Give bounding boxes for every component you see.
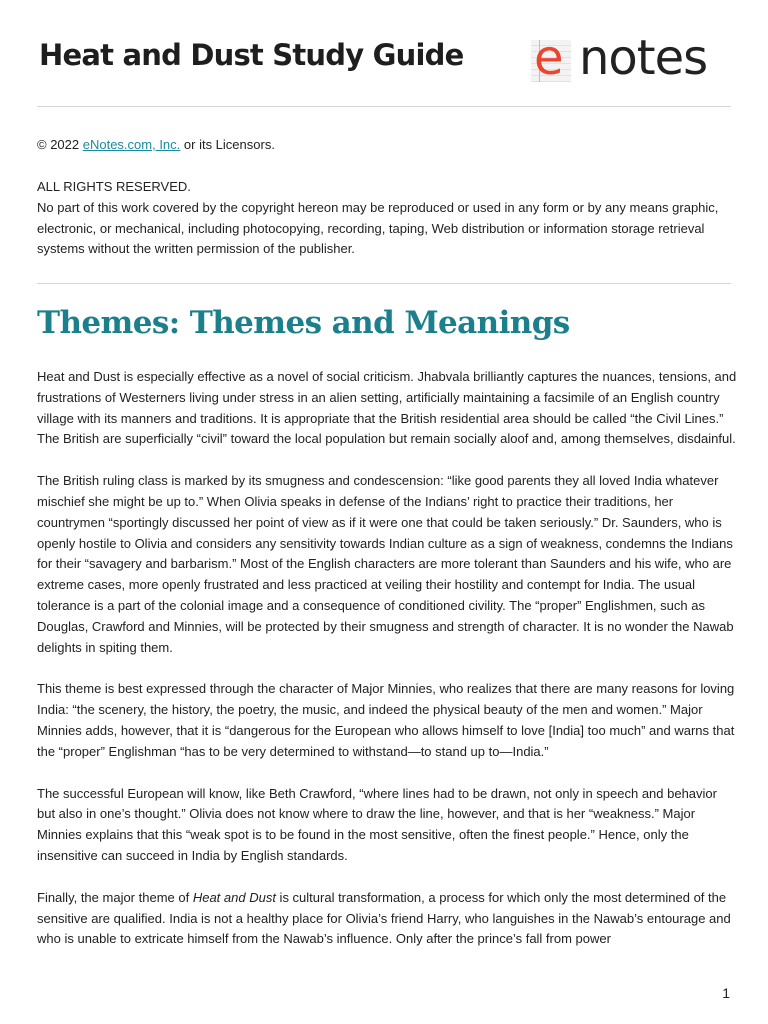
book-title-italic: Heat and Dust (192, 889, 276, 905)
paragraph: This theme is best expressed through the character of Major Minnies, who realizes that there are many reasons for loving India: “the scenery, the history, the poetry, the music, and indeed the physical beauty of the men and women.” Major Minnies adds, however, that it is “dangerous for the European who allows himself to love [India] too much” and warns that the “proper” Englishman “has to be very determined to withstand—to stand up to—India.” (37, 681, 735, 759)
copyright-line (37, 135, 731, 156)
copyright-suffix: or its Licensors. (180, 137, 275, 152)
header-divider (37, 106, 731, 107)
paragraph: Heat and Dust is especially effective as a novel of social criticism. Jhabvala brilliantly captures the nuances, tensions, and frustrations of Westerners living under stress in an alien setting, artificially maintaining a facsimile of an English country village with its manners and traditions. It is appropriate that the British residential area should be called “the Civil Lines.” The British are superficially “civil” toward the local population but remain socially aloof and, among themselves, disdainful. (37, 369, 737, 447)
rights-text: No part of this work covered by the copyright hereon may be reproduced or used in any form or by any means graphic, electronic, or mechanical, including photocopying, recording, taping, Web distribution or information storage retrieval systems without the written permission of the publisher. (37, 199, 719, 257)
rights-notice (37, 177, 737, 260)
paragraph-last (37, 888, 737, 950)
page-header (37, 30, 731, 86)
rights-heading: ALL RIGHTS RESERVED. (37, 179, 191, 194)
paragraph-text: Finally, the major theme of (37, 889, 193, 905)
page-number: 1 (722, 985, 730, 1001)
paragraph: The successful European will know, like Beth Crawford, “where lines had to be drawn, not only in speech and behavior but also in one’s thought.” Olivia does not know where to draw the line, however, and that is her “weakness.” Major Minnies explains that this “weak spot is to be found in the most sensitive, often the finest people.” Hence, only the insensitive can succeed in India by English standards. (37, 785, 717, 863)
logo-wordmark: notes (579, 30, 708, 86)
paragraph-text: is cultural transformation, a process for which only the most determined of the sensitive are qualified. India is not a healthy place for Olivia’s friend Harry, who languishes in the Nawab’s entourage and who is unable to extricate himself from the Nawab’s influence. Only after the prince’s fall from power (37, 889, 731, 947)
logo-e-letter: e (534, 30, 564, 86)
enotes-logo[interactable] (531, 30, 731, 86)
section-body (37, 367, 737, 971)
section-divider (37, 283, 731, 284)
paragraph: The British ruling class is marked by its smugness and condescension: “like good parents they all loved India whatever mischief she might be up to.” When Olivia speaks in defense of the Indians’ right to practice their traditions, her countrymen “sportingly discussed her point of view as if it were one that could be taken seriously.” Dr. Saunders, who is openly hostile to Olivia and considers any sensitivity towards Indian culture as a sign of weakness, condemns the Indians for their “savagery and barbarism.” Most of the English characters are more tolerant than Saunders and his wife, who are extreme cases, more openly frustrated and less practiced at veiling their hostility and contempt for India. The usual tolerance is a part of the colonial image and a consequence of conditioned civility. The “proper” Englishmen, such as Douglas, Crawford and Minnies, will be protected by their smugness and strength of character. It is no wonder the Nawab delights in spiting them. (37, 473, 734, 655)
section-title: Themes: Themes and Meanings (37, 305, 570, 341)
enotes-link[interactable]: eNotes.com, Inc. (82, 137, 181, 152)
copyright-prefix: © 2022 (37, 137, 83, 152)
guide-title: Heat and Dust Study Guide (39, 38, 464, 72)
